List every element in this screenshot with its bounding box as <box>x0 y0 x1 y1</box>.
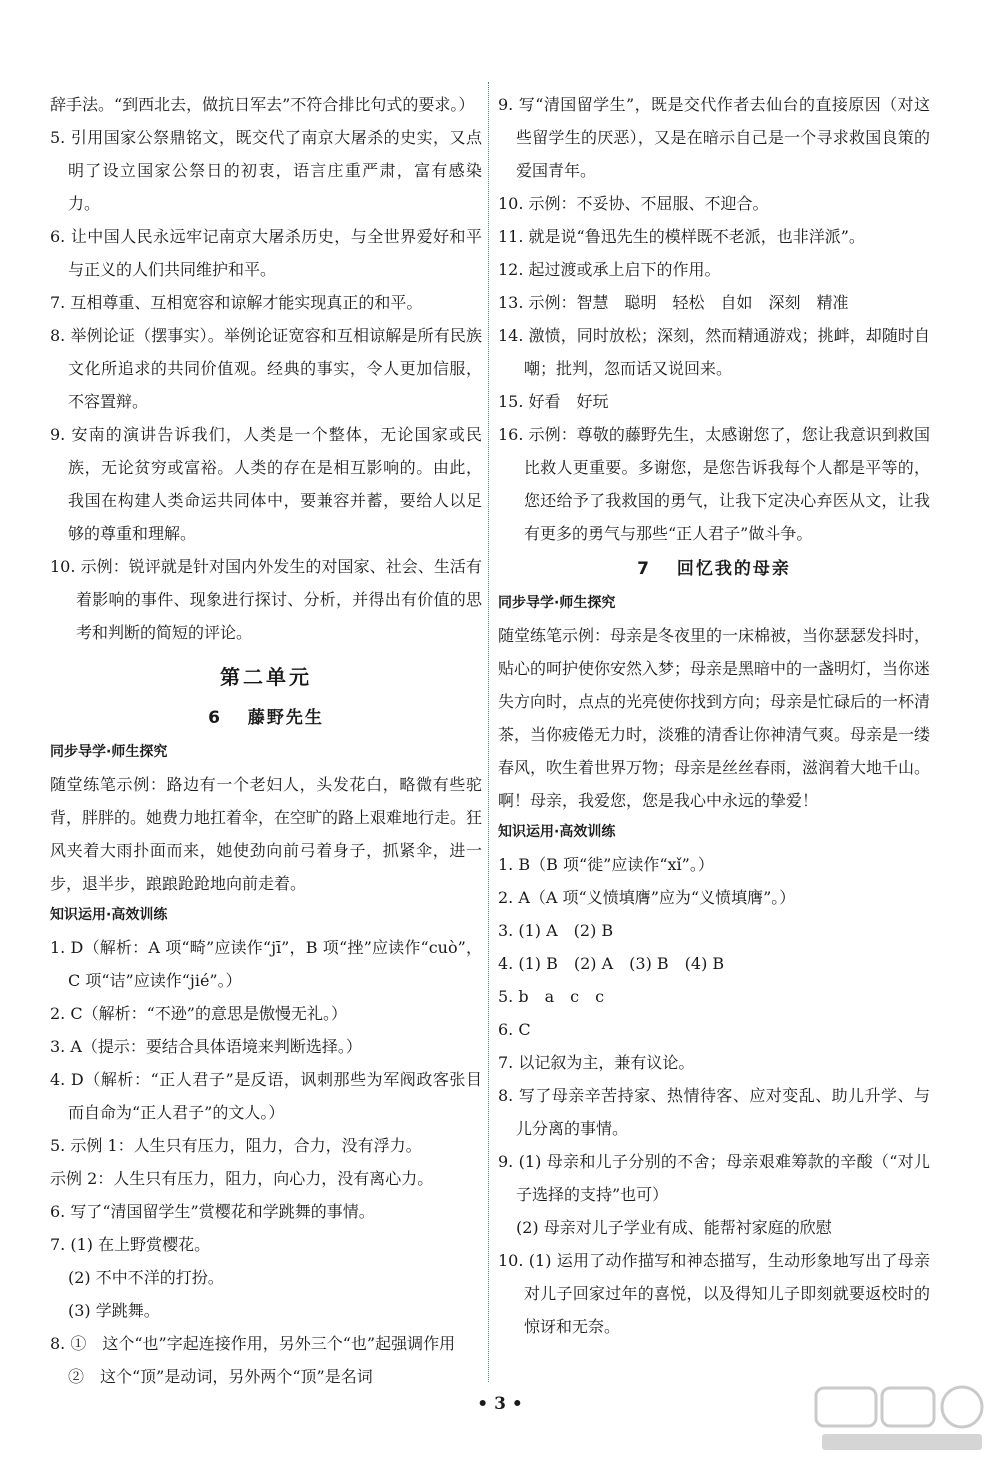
practice-example-7: 随堂练笔示例：母亲是冬夜里的一床棉被，当你瑟瑟发抖时，贴心的呵护使你安然入梦；母亲是黑暗中的一盏明灯，当你迷失方向时，点点的光亮使你找到方向；母亲是忙碌后的一杯清茶，当你疲倦无力时，淡雅的清香让你神清气爽。母亲是一缕春风，吹生着世界万物；母亲是丝丝春雨，滋润着大地千山。啊！母亲，我爱您，您是我心中永远的挚爱！ <box>498 626 931 810</box>
l6-answer-14: 14. 激愤，同时放松；深刻，然而精通游戏；挑衅，却随时自嘲；批判，忽而话又说回来。 <box>498 326 930 378</box>
l6-answer-5b: 示例 2：人生只有压力，阻力，向心力，没有离心力。 <box>50 1169 434 1188</box>
answer-8: 8. 举例论证（摆事实）。举例论证宽容和互相谅解是所有民族文化所追求的共同价值观。经典的事实，令人更加信服，不容置辩。 <box>50 326 482 411</box>
l7-answer-1: 1. B（B 项“徙”应读作“xǐ”。） <box>498 855 714 874</box>
answer-7: 7. 互相尊重、互相宽容和谅解才能实现真正的和平。 <box>50 293 423 312</box>
right-column <box>498 88 930 1343</box>
l6-answer-8a: 8. ① 这个“也”字起连接作用，另外三个“也”起强调作用 <box>50 1334 456 1353</box>
lesson-6-number: 6 <box>208 708 222 728</box>
l7-answer-8: 8. 写了母亲辛苦持家、热情待客、应对变乱、助儿升学、与儿分离的事情。 <box>498 1086 930 1138</box>
l6-answer-8b: ② 这个“顶”是动词，另外两个“顶”是名词 <box>68 1367 373 1386</box>
l7-answer-5: 5. b a c c <box>498 987 605 1006</box>
watermark-logo <box>812 1384 990 1456</box>
section-heading-training-7: 知识运用·高效训练 <box>498 824 616 840</box>
column-divider <box>488 82 489 1382</box>
left-column <box>50 88 482 1393</box>
practice-example-6: 随堂练笔示例：路边有一个老妇人，头发花白，略微有些驼背，胖胖的。她费力地扛着伞，在空旷的路上艰难地行走。狂风夹着大雨扑面而来，她使劲向前弓着身子，抓紧伞，进一步，退半步，踉踉跄跄地向前走着。 <box>50 775 483 893</box>
lesson-6-title <box>50 699 482 737</box>
l6-answer-2: 2. C（解析：“不逊”的意思是傲慢无礼。） <box>50 1004 347 1023</box>
l7-answer-9a: 9. (1) 母亲和儿子分别的不舍；母亲艰难筹款的辛酸（“对儿子选择的支持”也可） <box>498 1152 930 1204</box>
l6-answer-7a: 7. (1) 在上野赏樱花。 <box>50 1235 211 1254</box>
lesson-6-name: 藤野先生 <box>247 708 324 728</box>
l6-answer-12: 12. 起过渡或承上启下的作用。 <box>498 260 721 279</box>
section-heading-training: 知识运用·高效训练 <box>50 907 168 923</box>
unit-title: 第二单元 <box>220 665 312 689</box>
lesson-7-title <box>498 550 930 588</box>
lesson-7-number: 7 <box>637 559 651 579</box>
l6-answer-6: 6. 写了“清国留学生”赏樱花和学跳舞的事情。 <box>50 1202 375 1221</box>
answer-6: 6. 让中国人民永远牢记南京大屠杀历史，与全世界爱好和平与正义的人们共同维护和平。 <box>50 227 482 279</box>
l6-answer-3: 3. A（提示：要结合具体语境来判断选择。） <box>50 1037 362 1056</box>
l6-answer-7b: (2) 不中不洋的打扮。 <box>68 1268 224 1287</box>
l6-answer-9: 9. 写“清国留学生”，既是交代作者去仙台的直接原因（对这些留学生的厌恶），又是在暗示自己是一个寻求救国良策的爱国青年。 <box>498 95 930 180</box>
answer-5: 5. 引用国家公祭鼎铭文，既交代了南京大屠杀的史实，又点明了设立国家公祭日的初衷，语言庄重严肃，富有感染力。 <box>50 128 482 213</box>
l7-answer-6: 6. C <box>498 1020 531 1039</box>
l7-answer-4: 4. (1) B (2) A (3) B (4) B <box>498 954 725 973</box>
l6-answer-15: 15. 好看 好玩 <box>498 392 609 411</box>
l6-answer-16: 16. 示例：尊敬的藤野先生，太感谢您了，您让我意识到救国比救人更重要。多谢您，是您告诉我每个人都是平等的，您还给予了我救国的勇气，让我下定决心弃医从文，让我有更多的勇气与那些“正人君子”做斗争。 <box>498 425 930 543</box>
l6-answer-7c: (3) 学跳舞。 <box>68 1301 160 1320</box>
l6-answer-13: 13. 示例：智慧 聪明 轻松 自如 深刻 精准 <box>498 293 849 312</box>
answer-10: 10. 示例：锐评就是针对国内外发生的对国家、社会、生活有着影响的事件、现象进行探讨、分析，并得出有价值的思考和判断的简短的评论。 <box>50 557 482 642</box>
l7-answer-10: 10. (1) 运用了动作描写和神态描写，生动形象地写出了母亲对儿子回家过年的喜悦，以及得知儿子即刻就要返校时的惊讶和无奈。 <box>498 1251 930 1336</box>
answer-9: 9. 安南的演讲告诉我们，人类是一个整体，无论国家或民族，无论贫穷或富裕。人类的存在是相互影响的。由此，我国在构建人类命运共同体中，要兼容并蓄，要给人以足够的尊重和理解。 <box>50 425 482 543</box>
l7-answer-7: 7. 以记叙为主，兼有议论。 <box>498 1053 695 1072</box>
answer-4-continued: 辞手法。“到西北去，做抗日军去”不符合排比句式的要求。） <box>50 95 475 114</box>
l6-answer-5a: 5. 示例 1：人生只有压力，阻力，合力，没有浮力。 <box>50 1136 422 1155</box>
l6-answer-1: 1. D（解析：A 项“畸”应读作“jī”，B 项“挫”应读作“cuò”，C 项“诘”应读作“jié”。） <box>50 938 482 990</box>
section-heading-guide-7: 同步导学·师生探究 <box>498 595 616 611</box>
l7-answer-9b: (2) 母亲对儿子学业有成、能帮衬家庭的欣慰 <box>516 1218 832 1237</box>
l7-answer-3: 3. (1) A (2) B <box>498 921 614 940</box>
l6-answer-4: 4. D（解析：“正人君子”是反语，讽刺那些为军阀政客张目而自命为“正人君子”的文人。） <box>50 1070 482 1122</box>
lesson-7-name: 回忆我的母亲 <box>676 559 791 579</box>
l6-answer-11: 11. 就是说“鲁迅先生的模样既不老派，也非洋派”。 <box>498 227 865 246</box>
section-heading-guide: 同步导学·师生探究 <box>50 744 168 760</box>
l7-answer-2: 2. A（A 项“义愤填膺”应为“义愤填膺”。） <box>498 888 796 907</box>
page-number: • 3 • <box>477 1394 523 1414</box>
l6-answer-10: 10. 示例：不妥协、不屈服、不迎合。 <box>498 194 769 213</box>
